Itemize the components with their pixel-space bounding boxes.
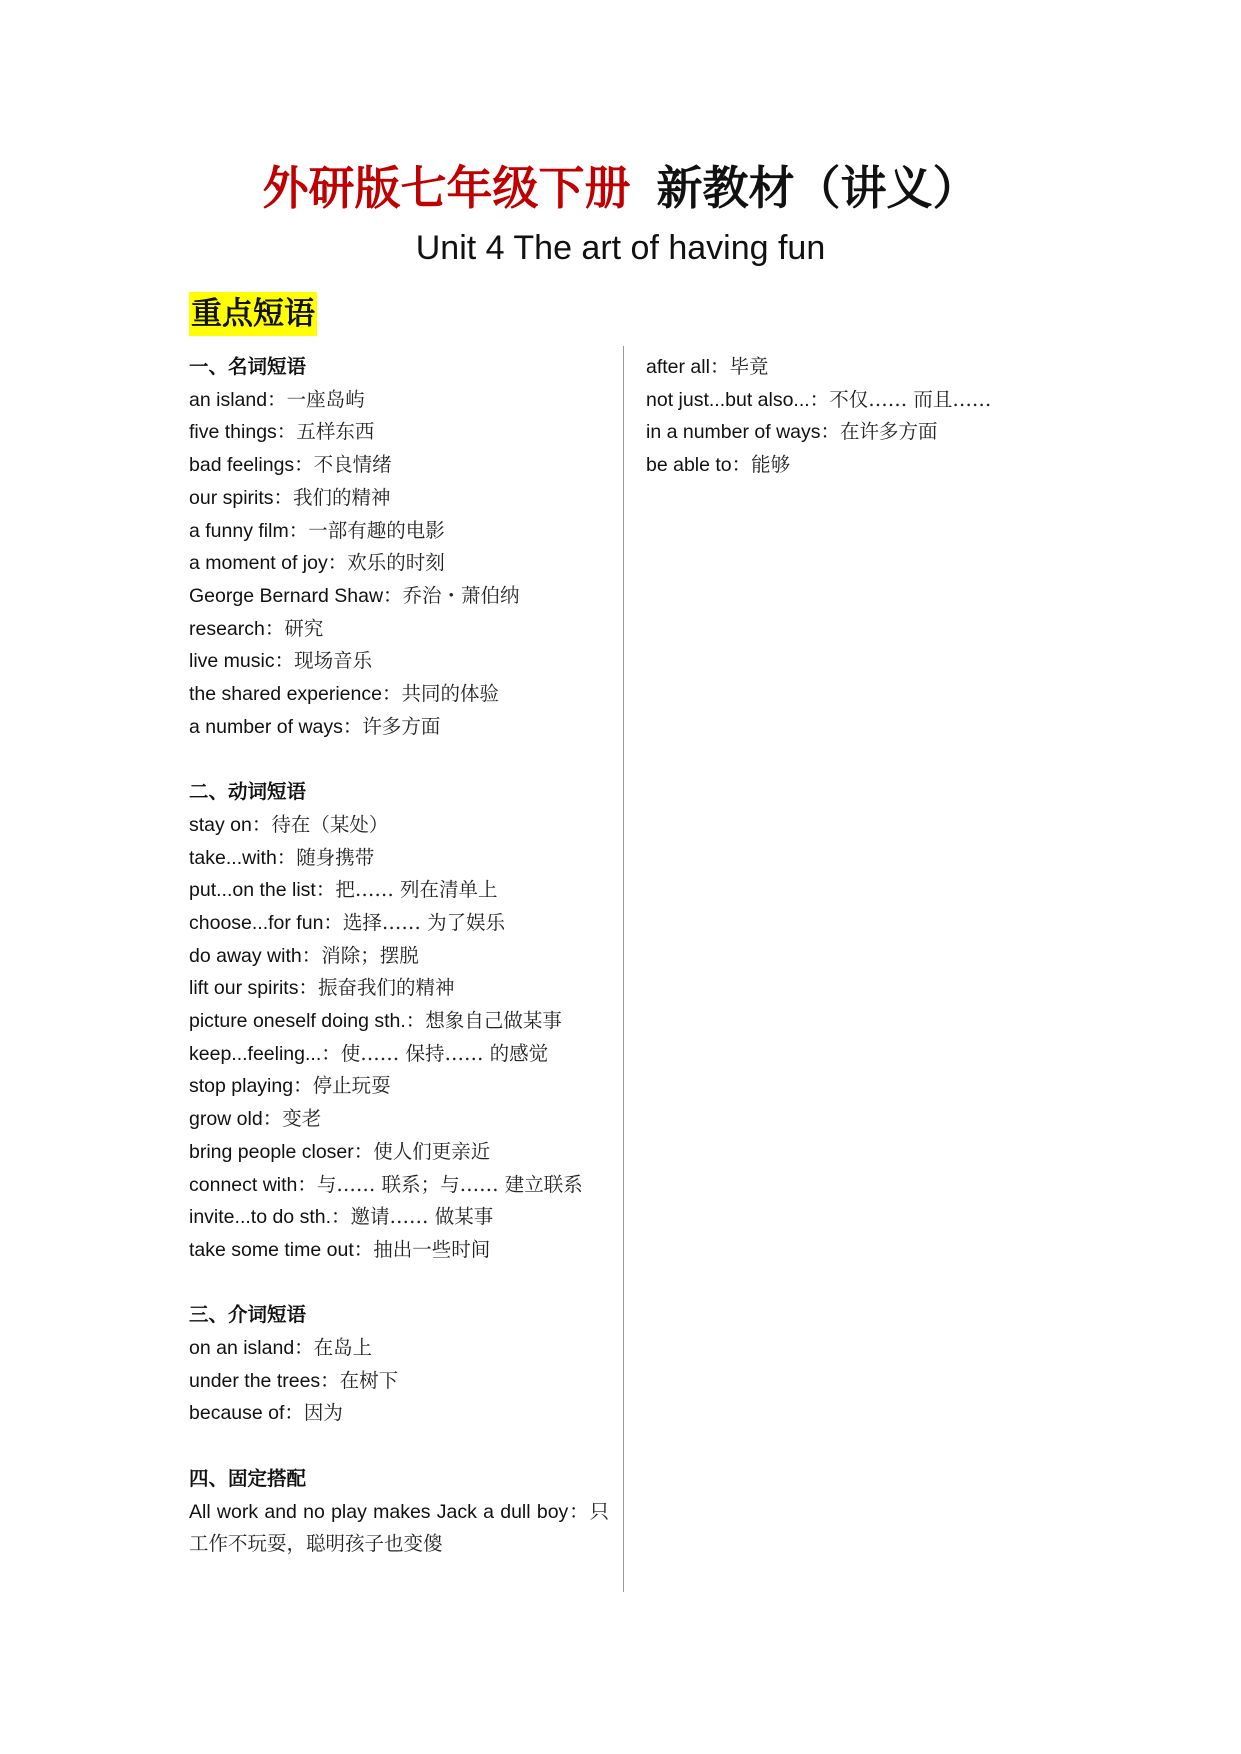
phrase-chinese: 消除；摆脱 bbox=[321, 943, 419, 967]
phrase-chinese: 在许多方面 bbox=[840, 420, 938, 444]
phrase-entry bbox=[189, 613, 609, 646]
phrase-entry bbox=[189, 384, 609, 417]
phrase-english: choose...for fun： bbox=[189, 911, 343, 934]
phrase-english: a number of ways： bbox=[189, 715, 363, 738]
phrase-chinese: 待在（某处） bbox=[271, 812, 389, 836]
phrase-english: connect with： bbox=[189, 1173, 317, 1196]
phrase-english: stay on： bbox=[189, 813, 272, 836]
phrase-english: take some time out： bbox=[189, 1238, 374, 1261]
phrase-english: research： bbox=[189, 617, 285, 640]
phrase-english: put...on the list： bbox=[189, 879, 336, 902]
phrase-english: take...with： bbox=[189, 846, 297, 869]
phrase-chinese: 因为 bbox=[303, 1401, 343, 1425]
phrase-english: an island： bbox=[189, 388, 287, 411]
phrase-entry bbox=[189, 1103, 609, 1136]
phrase-english: five things： bbox=[189, 421, 297, 444]
phrase-english: after all： bbox=[646, 356, 730, 378]
phrase-chinese: 停止玩耍 bbox=[312, 1074, 391, 1098]
phrase-english: George Bernard Shaw： bbox=[189, 584, 403, 607]
phrase-entry bbox=[189, 1005, 609, 1038]
phrase-entry bbox=[189, 940, 609, 973]
phrase-english: keep...feeling...： bbox=[189, 1042, 341, 1065]
phrase-chinese: 想象自己做某事 bbox=[425, 1009, 562, 1033]
phrase-entry bbox=[189, 842, 609, 875]
phrase-entry bbox=[646, 416, 1066, 449]
phrase-entry bbox=[189, 547, 609, 580]
title-black-part: 新教材（讲义） bbox=[656, 161, 979, 215]
phrase-chinese: 现场音乐 bbox=[294, 649, 373, 673]
phrase-chinese: 只工作不玩耍，聪明孩子也变傻 bbox=[189, 1499, 609, 1556]
phrase-chinese: 抽出一些时间 bbox=[373, 1237, 491, 1261]
phrase-english: live music： bbox=[189, 650, 295, 673]
phrase-english: do away with： bbox=[189, 944, 322, 967]
phrase-chinese: 毕竟 bbox=[729, 355, 769, 378]
phrase-english: the shared experience： bbox=[189, 683, 402, 706]
phrase-entry bbox=[189, 711, 609, 744]
phrase-chinese: 在树下 bbox=[339, 1368, 399, 1392]
phrase-section bbox=[189, 1463, 609, 1561]
phrase-chinese: 共同的体验 bbox=[401, 682, 499, 706]
column-divider bbox=[623, 346, 624, 1592]
phrase-entry bbox=[646, 449, 1066, 482]
phrase-entry bbox=[189, 907, 609, 940]
phrase-entry bbox=[189, 1365, 609, 1398]
phrase-english: bad feelings： bbox=[189, 454, 314, 477]
phrase-entry bbox=[189, 449, 609, 482]
phrase-entry bbox=[189, 809, 609, 842]
phrase-english: under the trees： bbox=[189, 1369, 340, 1392]
phrase-entry bbox=[189, 678, 609, 711]
phrase-chinese: 使…… 保持…… 的感觉 bbox=[340, 1041, 549, 1065]
phrase-entry bbox=[189, 1070, 609, 1103]
phrase-chinese: 变老 bbox=[282, 1107, 322, 1131]
phrase-chinese: 乔治・萧伯纳 bbox=[402, 583, 520, 607]
phrase-english: in a number of ways： bbox=[646, 421, 841, 444]
phrase-entry bbox=[189, 874, 609, 907]
section-heading: 二、动词短语 bbox=[189, 780, 307, 804]
phrase-chinese: 欢乐的时刻 bbox=[347, 551, 445, 575]
phrase-chinese: 随身携带 bbox=[296, 845, 375, 869]
phrase-section bbox=[189, 1299, 609, 1430]
document-title bbox=[0, 158, 1241, 218]
phrase-entry bbox=[189, 972, 609, 1005]
phrase-english: invite...to do sth.： bbox=[189, 1206, 351, 1229]
phrase-english: a moment of joy： bbox=[189, 552, 348, 575]
phrase-english: be able to： bbox=[646, 454, 752, 477]
phrase-english: because of： bbox=[189, 1402, 304, 1425]
phrase-chinese: 使人们更亲近 bbox=[373, 1139, 491, 1163]
phrase-entry bbox=[189, 1201, 609, 1234]
phrase-english: our spirits： bbox=[189, 486, 294, 509]
phrase-english: on an island： bbox=[189, 1337, 314, 1360]
unit-subtitle: Unit 4 The art of having fun bbox=[415, 229, 826, 267]
phrase-chinese: 许多方面 bbox=[362, 714, 441, 738]
phrase-english: not just...but also...： bbox=[646, 388, 830, 411]
phrase-chinese: 一部有趣的电影 bbox=[308, 518, 445, 542]
phrase-english: lift our spirits： bbox=[189, 977, 318, 1000]
phrase-chinese: 能够 bbox=[751, 453, 791, 477]
phrase-entry bbox=[646, 351, 1066, 384]
phrase-chinese: 不仅…… 而且…… bbox=[829, 387, 992, 411]
phrase-section bbox=[189, 351, 609, 743]
phrase-entry bbox=[189, 482, 609, 515]
phrase-entry bbox=[189, 515, 609, 548]
phrase-chinese: 在岛上 bbox=[313, 1336, 373, 1360]
phrase-entry bbox=[189, 1038, 609, 1071]
left-column bbox=[189, 351, 609, 1594]
phrase-chinese: 振奋我们的精神 bbox=[317, 976, 455, 1000]
phrase-entry bbox=[189, 580, 609, 613]
title-red-part: 外研版七年级下册 bbox=[262, 161, 631, 215]
phrase-chinese: 研究 bbox=[284, 616, 324, 640]
phrase-chinese: 我们的精神 bbox=[293, 485, 391, 509]
phrase-section bbox=[189, 776, 609, 1267]
phrase-entry bbox=[189, 1397, 609, 1430]
phrase-entry bbox=[189, 1496, 609, 1561]
phrase-english: stop playing： bbox=[189, 1075, 313, 1098]
section-heading: 一、名词短语 bbox=[189, 355, 307, 378]
phrase-entry bbox=[189, 645, 609, 678]
phrase-chinese: 不良情绪 bbox=[313, 453, 392, 477]
phrase-chinese: 五样东西 bbox=[296, 420, 375, 444]
phrase-english: bring people closer： bbox=[189, 1140, 374, 1163]
phrase-entry bbox=[189, 1234, 609, 1267]
phrase-entry bbox=[646, 384, 1066, 417]
section-heading: 四、固定搭配 bbox=[189, 1466, 307, 1490]
phrase-chinese: 邀请…… 做某事 bbox=[350, 1205, 494, 1229]
phrase-english: picture oneself doing sth.： bbox=[189, 1010, 426, 1033]
phrase-entry bbox=[189, 1136, 609, 1169]
phrase-english: grow old： bbox=[189, 1108, 283, 1131]
phrase-entry bbox=[189, 1332, 609, 1365]
key-phrases-heading: 重点短语 bbox=[189, 292, 317, 336]
right-column bbox=[646, 351, 1066, 482]
phrase-chinese: 与…… 联系；与…… 建立联系 bbox=[316, 1172, 583, 1196]
section-heading: 三、介词短语 bbox=[189, 1303, 307, 1327]
phrase-english: All work and no play makes Jack a dull boy： bbox=[189, 1500, 590, 1523]
phrase-chinese: 一座岛屿 bbox=[286, 387, 365, 411]
phrase-chinese: 选择…… 为了娱乐 bbox=[342, 910, 506, 934]
phrase-entry bbox=[189, 416, 609, 449]
phrase-chinese: 把…… 列在清单上 bbox=[335, 878, 498, 902]
phrase-english: a funny film： bbox=[189, 519, 309, 542]
phrase-entry bbox=[189, 1169, 609, 1202]
